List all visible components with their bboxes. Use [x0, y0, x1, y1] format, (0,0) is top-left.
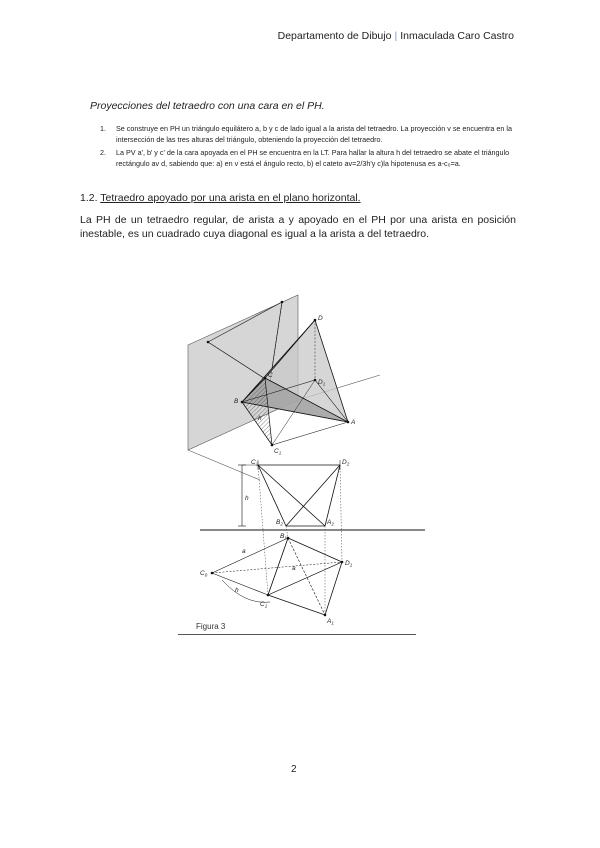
vertex-dot	[324, 614, 327, 617]
body-paragraph: La PH de un tetraedro regular, de arista a y apoyado en el PH por una arista en posición inestable, es un cuadrado cuya diagonal es igual a la arista a del tetraedro.	[80, 214, 516, 240]
step-number: 2.	[100, 148, 106, 157]
figure-caption: Figura 3	[196, 622, 226, 631]
subsection-heading	[80, 192, 361, 204]
vertex-dot	[241, 401, 244, 404]
header-author: Inmaculada Caro Castro	[400, 30, 514, 42]
vertex-dot	[211, 572, 214, 575]
label-D1-plan: $D_1$	[345, 560, 353, 568]
vertex-dot	[287, 537, 290, 540]
header-department: Departamento de Dibujo	[277, 30, 392, 42]
label-h: h	[258, 415, 262, 422]
page-header	[278, 30, 514, 42]
label-B2: $B_2$	[276, 519, 283, 527]
label-C: C	[268, 372, 273, 379]
plan-square	[268, 538, 342, 615]
label-B1: $B_1$	[280, 533, 287, 541]
tetrahedron-figure	[150, 290, 430, 650]
vertex-dot	[267, 594, 270, 597]
plan-construction	[268, 562, 342, 595]
header-separator: |	[394, 30, 398, 42]
figure-divider	[178, 634, 416, 635]
label-B: B	[234, 398, 239, 405]
elevation-edge	[325, 465, 340, 526]
vertex-dot	[281, 301, 284, 304]
label-a-left: a	[242, 548, 246, 555]
label-C0: $C_0$	[200, 570, 208, 578]
plan-arc	[222, 580, 270, 602]
recall-line	[340, 465, 342, 562]
plan-line	[212, 562, 342, 573]
steps-list	[100, 124, 520, 172]
tetrahedron-drawing	[150, 290, 430, 650]
elevation-edge	[258, 465, 325, 526]
step-item	[100, 124, 520, 145]
subsection-number: 1.2.	[80, 192, 98, 204]
label-h-plan: h	[235, 587, 239, 594]
label-A1-plan: $A_1$	[327, 618, 334, 626]
label-D1: $D_1$	[318, 379, 326, 387]
label-C2: $C_2$	[251, 459, 259, 467]
step-text: La PV a', b' y c' de la cara apoyada en el PH se encuentra en la LT. Para hallar la altura h del tetraedro se abate el triángulo rectángulo av d, sabiendo que: a) en v está el ángulo recto, b) el cateto av=2/3h'y c)la hipotenusa es a-c₀=a.	[116, 148, 510, 168]
label-D: D	[318, 315, 323, 322]
vertex-dot	[264, 377, 267, 380]
step-item	[100, 148, 520, 169]
vertex-dot	[207, 341, 210, 344]
step-text: Se construye en PH un triángulo equilátero a, b y c de lado igual a la arista del tetraedro. La proyección v se encuentra en la intersección de las tres alturas del triángulo, obteniendo la proyección del tetraedro.	[116, 124, 512, 144]
subsection-title: Tetraedro apoyado por una arista en el plano horizontal.	[100, 192, 361, 204]
vertex-dot	[314, 379, 317, 382]
label-A2: $A_2$	[327, 519, 334, 527]
plan-construction	[268, 538, 288, 595]
label-C1: $C_1$	[274, 448, 282, 456]
section-title: Proyecciones del tetraedro con una cara en el PH.	[90, 100, 325, 112]
label-C1-plan: $C_1$	[260, 601, 268, 609]
plan-diagonal	[288, 538, 325, 615]
label-h-elevation: h	[245, 495, 249, 502]
page-number: 2	[291, 764, 297, 775]
label-A: A	[351, 419, 356, 426]
elevation-edge	[286, 465, 340, 526]
vertex-dot	[271, 444, 274, 447]
step-number: 1.	[100, 124, 106, 133]
label-D2: $D_2$	[342, 459, 350, 467]
plan-line	[212, 573, 268, 595]
vertex-dot	[341, 561, 344, 564]
vertex-dot	[347, 421, 350, 424]
label-a-center: a	[292, 565, 296, 572]
elevation-edge	[258, 465, 286, 526]
vertex-dot	[314, 319, 317, 322]
